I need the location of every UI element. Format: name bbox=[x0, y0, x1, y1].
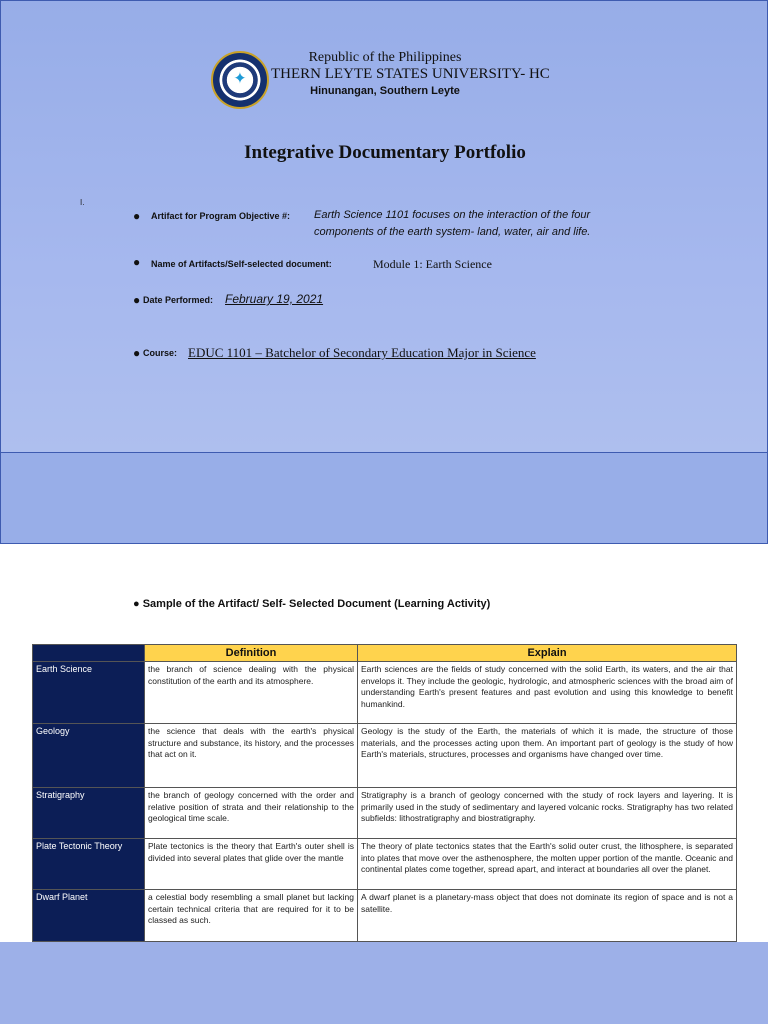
objective-line-2: components of the earth system- land, water, air and life. bbox=[314, 226, 591, 238]
bullet-icon: ● bbox=[133, 255, 141, 269]
objective-line-1: Earth Science 1101 focuses on the interaction of the four bbox=[314, 209, 591, 221]
page-background-bottom bbox=[0, 942, 768, 1024]
column-header-definition: Definition bbox=[145, 645, 358, 662]
sample-heading-text: Sample of the Artifact/ Self- Selected Document (Learning Activity) bbox=[142, 598, 491, 610]
course-label: Course: bbox=[143, 348, 178, 358]
definition-cell: a celestial body resembling a small planet but lacking certain technical criteria that are required for it to be classed as such. bbox=[145, 890, 358, 942]
definition-cell: Plate tectonics is the theory that Earth's outer shell is divided into several plates that glide over the mantle bbox=[145, 839, 358, 890]
term-cell: Stratigraphy bbox=[33, 788, 145, 839]
bullet-icon: ● bbox=[133, 209, 141, 223]
page-separator-band bbox=[0, 452, 768, 544]
sample-heading: ● Sample of the Artifact/ Self- Selected Document (Learning Activity) bbox=[133, 598, 491, 610]
table-row bbox=[33, 724, 737, 788]
table-row bbox=[33, 788, 737, 839]
learning-activity-table bbox=[32, 644, 737, 942]
portfolio-cover-page bbox=[0, 0, 768, 453]
table-row bbox=[33, 662, 737, 724]
explain-cell: A dwarf planet is a planetary-mass object that does not dominate its region of space and is not a satellite. bbox=[358, 890, 737, 942]
definition-cell: the branch of science dealing with the physical constitution of the earth and its atmosphere. bbox=[145, 662, 358, 724]
definition-cell: the branch of geology concerned with the order and relative position of strata and their relationship to the geological time scale. bbox=[145, 788, 358, 839]
term-cell: Geology bbox=[33, 724, 145, 788]
bullet-icon: ● bbox=[133, 346, 141, 360]
section-numeral: I. bbox=[80, 198, 85, 207]
republic-heading: Republic of the Philippines bbox=[308, 50, 462, 65]
campus-location: Hinunangan, Southern Leyte bbox=[310, 85, 460, 97]
artifact-sample-page bbox=[0, 544, 768, 942]
term-cell: Dwarf Planet bbox=[33, 890, 145, 942]
document-title: Integrative Documentary Portfolio bbox=[244, 142, 526, 163]
explain-cell: Earth sciences are the fields of study concerned with the solid Earth, its waters, and the air that envelops it. They include the geologic, hydrologic, and atmospheric sciences with the broad aim of understanding Earth's present features and past evolution and using this knowledge to benefit humankind. bbox=[358, 662, 737, 724]
artifact-value: Module 1: Earth Science bbox=[373, 257, 492, 271]
course-value: EDUC 1101 – Batchelor of Secondary Education Major in Science bbox=[188, 345, 536, 360]
objective-value bbox=[314, 207, 590, 241]
definition-cell: the science that deals with the earth's physical structure and substance, its history, and the processes that act on it. bbox=[145, 724, 358, 788]
table-row bbox=[33, 839, 737, 890]
university-seal-icon: ✦ bbox=[211, 51, 269, 109]
objective-label: Artifact for Program Objective #: bbox=[151, 211, 291, 221]
table-header-row bbox=[33, 645, 737, 662]
explain-cell: The theory of plate tectonics states that the Earth's solid outer crust, the lithosphere, is separated into plates that move over the asthenosphere, the molten upper portion of the mantle. Oceanic and continental plates come together, spread apart, and interact at boundaries all over the planet. bbox=[358, 839, 737, 890]
explain-cell: Geology is the study of the Earth, the materials of which it is made, the structure of those materials, and the processes acting upon them. An important part of geology is the study of how Earth's materials, structures, processes and organisms have changed over time. bbox=[358, 724, 737, 788]
date-label: Date Performed: bbox=[143, 295, 214, 305]
date-value: February 19, 2021 bbox=[225, 292, 324, 306]
table-row bbox=[33, 890, 737, 942]
table-header-corner bbox=[33, 645, 145, 662]
column-header-explain: Explain bbox=[358, 645, 737, 662]
university-name: THERN LEYTE STATES UNIVERSITY- HC bbox=[271, 66, 550, 82]
term-cell: Plate Tectonic Theory bbox=[33, 839, 145, 890]
bullet-icon: ● bbox=[133, 293, 141, 307]
artifact-label: Name of Artifacts/Self-selected document: bbox=[151, 259, 332, 269]
explain-cell: Stratigraphy is a branch of geology concerned with the study of rock layers and layering. It is primarily used in the study of sedimentary and layered volcanic rocks. Stratigraphy has two related subfields: lithostratigraphy and biostratigraphy. bbox=[358, 788, 737, 839]
term-cell: Earth Science bbox=[33, 662, 145, 724]
